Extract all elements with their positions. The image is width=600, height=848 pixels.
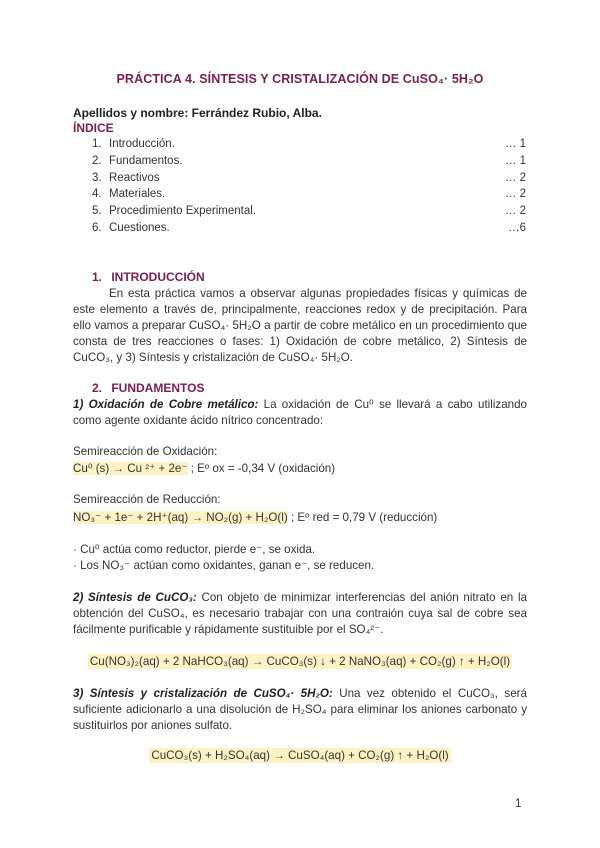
- toc-item: [92, 205, 526, 221]
- document-title: PRÁCTICA 4. SÍNTESIS Y CRISTALIZACIÓN DE CuSO₄· 5H₂O: [116, 72, 484, 86]
- subsection-title: 1) Oxidación de Cobre metálico:: [73, 398, 259, 411]
- subsection-text: Una vez obtenido el CuCO₃, será suficiente adicionarlo a una disolución de H₂SO₄ para eliminar los aniones carbonato y sustituirlos por aniones sulfato.: [73, 687, 527, 732]
- toc-item-number: 1.: [92, 138, 102, 150]
- oxidation-potential: ; Eº ox = -0,34 V (oxidación): [187, 462, 336, 475]
- bullet-reductor: · Cu⁰ actúa como reductor, pierde e⁻, se oxida.: [73, 543, 316, 556]
- toc-item: [92, 155, 526, 171]
- section-number: 1.: [92, 270, 103, 284]
- section-title: INTRODUCCIÓN: [111, 270, 205, 284]
- reduction-equation: NO₃⁻ + 1e⁻ + 2H⁺(aq) → NO₂(g) + H₂O(l): [73, 511, 288, 524]
- toc-item-page: … 2: [504, 205, 526, 217]
- toc-item-page: … 2: [504, 188, 526, 200]
- toc-item-number: 6.: [92, 222, 102, 234]
- equation-text: CuCO₃(s) + H₂SO₄(aq) → CuSO₄(aq) + CO₂(g) ↑ + H₂O(l): [151, 749, 449, 762]
- equation-cuso4-synthesis: [0, 749, 600, 762]
- page-number: 1: [515, 798, 522, 810]
- intro-text: En esta práctica vamos a observar algunas propiedades físicas y químicas de este elemento a través de, principalmente, reacciones redox y de precipitación. Para ello vamos a preparar CuSO₄· 5H₂O a partir de cobre metálico en un procedimiento que consta de tres reacciones o fases: 1) Oxidación de cobre metálico, 2) Síntesis de CuCO₃, y 3) Síntesis y cristalización de CuSO₄· 5H₂O.: [73, 287, 527, 364]
- toc-item-number: 4.: [92, 188, 102, 200]
- subsection-sintesis-cuco3: [73, 590, 527, 638]
- toc-item-page: … 2: [504, 172, 526, 184]
- toc-item-number: 3.: [92, 172, 102, 184]
- toc-item: [92, 188, 526, 204]
- oxidation-label: Semireacción de Oxidación:: [73, 445, 218, 458]
- section-title: FUNDAMENTOS: [111, 381, 205, 395]
- index-heading: ÍNDICE: [73, 121, 114, 135]
- toc-item-number: 5.: [92, 205, 102, 217]
- subsection-text: Con objeto de minimizar interferencias del anión nitrato en la obtención del CuSO₄, es necesario trabajar con una contraión cuya sal de cobre sea fácilmente purificable y rápidamente sustituible por el SO₄²⁻.: [73, 591, 527, 636]
- section-number: 2.: [92, 381, 103, 395]
- toc-item-label: Procedimiento Experimental.: [109, 205, 257, 217]
- subsection-text: La oxidación de Cu⁰ se llevará a cabo utilizando como agente oxidante ácido nítrico concentrado:: [73, 398, 527, 427]
- toc-item-number: 2.: [92, 155, 102, 167]
- equation-cuco3-synthesis: [0, 655, 600, 668]
- reduction-label: Semireacción de Reducción:: [73, 493, 221, 506]
- toc-item-page: … 1: [504, 155, 526, 167]
- author-line: Apellidos y nombre: Ferrández Rubio, Alba.: [73, 106, 322, 120]
- toc-item-page: … 1: [504, 138, 526, 150]
- reduction-potential: ; Eº red = 0,79 V (reducción): [287, 511, 438, 524]
- toc-item-label: Introducción.: [109, 138, 175, 150]
- oxidation-equation-line: [73, 461, 335, 475]
- toc-item: [92, 222, 526, 238]
- bullet-oxidante: · Los NO₃⁻ actúan como oxidantes, ganan e⁻, se reducen.: [73, 559, 375, 572]
- section-heading-introduccion: [92, 270, 205, 284]
- intro-paragraph: [73, 286, 527, 366]
- section-heading-fundamentos: [92, 381, 204, 395]
- toc-item: [92, 138, 526, 154]
- toc-item-label: Materiales.: [109, 188, 166, 200]
- toc-item-label: Cuestiones.: [109, 222, 170, 234]
- toc-item-page: …6: [508, 222, 526, 234]
- toc-item-label: Fundamentos.: [109, 155, 183, 167]
- subsection-cristalizacion: [73, 686, 527, 734]
- oxidation-equation: Cu⁰ (s) → Cu ²⁺ + 2e⁻: [73, 462, 188, 475]
- subsection-title: 2) Síntesis de CuCO₃:: [73, 591, 197, 604]
- subsection-oxidacion: [73, 397, 527, 429]
- toc-item-label: Reactivos: [109, 172, 160, 184]
- toc-item: [92, 172, 526, 188]
- subsection-title: 3) Síntesis y cristalización de CuSO₄· 5H₂O:: [73, 687, 333, 700]
- equation-text: Cu(NO₃)₂(aq) + 2 NaHCO₃(aq) → CuCO₃(s) ↓ + 2 NaNO₃(aq) + CO₂(g) ↑ + H₂O(l): [89, 655, 511, 668]
- reduction-equation-line: [73, 510, 437, 524]
